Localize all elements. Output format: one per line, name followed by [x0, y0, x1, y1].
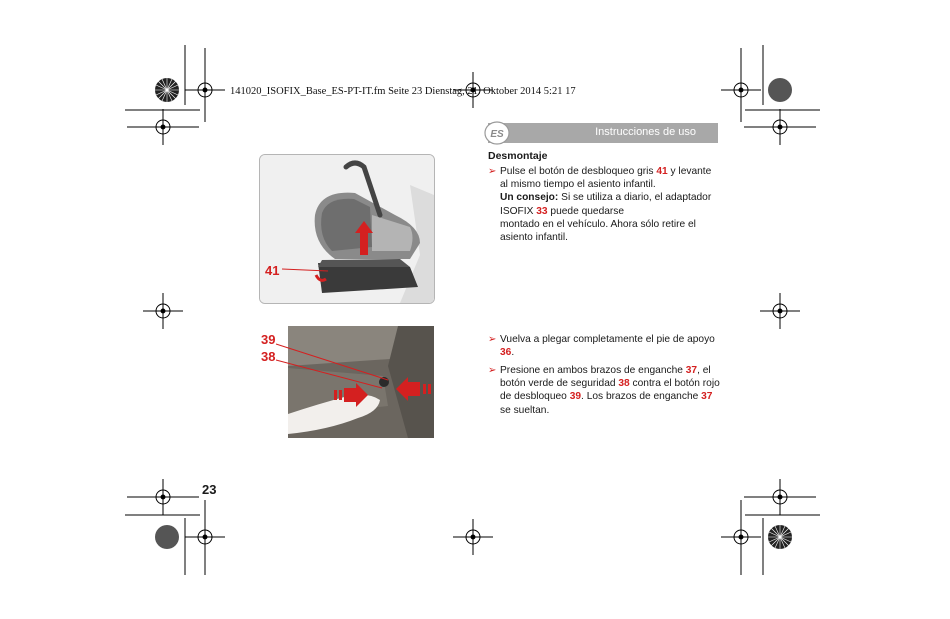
starburst-top-right — [768, 78, 792, 102]
arrow-bullet-icon: ➢ — [488, 334, 497, 345]
starburst-bottom-right — [768, 525, 792, 549]
callout-41: 41 — [265, 263, 280, 278]
ref-39: 39 — [569, 391, 582, 403]
crop-mark-bottom-left — [185, 500, 225, 575]
ref-36: 36 — [500, 347, 512, 359]
tip-label: Un consejo: — [500, 192, 559, 204]
step-1: ➢ Pulse el botón de desbloqueo gris 41 y levante al mismo tiempo el asiento infantil. Un consejo: Si se utiliza a diario, el adaptador ISOFIX 33 puede quedarse montado en el vehículo. Ahora sólo retire el asiento infantil. — [488, 166, 712, 244]
section-header-bar — [488, 123, 718, 143]
starburst-bottom-left — [155, 525, 179, 549]
ref-38: 38 — [618, 378, 630, 390]
arrow-bullet-icon: ➢ — [488, 166, 497, 177]
ref-37b: 37 — [701, 391, 713, 403]
ref-37: 37 — [685, 365, 698, 376]
callout-leader-lines — [270, 340, 410, 400]
arrow-bullet-icon: ➢ — [488, 365, 497, 376]
crop-mark-right-mid — [760, 293, 800, 329]
callout-38: 38 — [261, 349, 276, 364]
starburst-top-left — [155, 78, 179, 102]
language-tab-badge — [484, 121, 510, 145]
header-title: Instrucciones de uso — [595, 126, 696, 138]
carrier-illustration — [260, 155, 434, 303]
crop-mark-bottom-mid — [453, 519, 493, 555]
ref-33: 33 — [536, 205, 548, 217]
crop-mark-top-right — [721, 48, 761, 122]
figure-carrier-removal — [259, 154, 435, 304]
crop-mark-top-left — [185, 48, 225, 122]
ref-41: 41 — [656, 166, 668, 177]
step-3: ➢ Presione en ambos brazos de enganche 37, el botón verde de seguridad 38 contra el botón rojo de desbloqueo 39. Los brazos de enganche 37 se sueltan. — [488, 365, 720, 416]
crop-mark-bottom-right — [721, 500, 761, 575]
step-2: ➢ Vuelva a plegar completamente el pie de apoyo 36. — [488, 334, 715, 359]
section-title-desmontaje: Desmontaje — [488, 150, 548, 162]
crop-mark-right-upper — [744, 109, 816, 145]
print-slug-line: 141020_ISOFIX_Base_ES-PT-IT.fm Seite 23 Dienstag, 21. Oktober 2014 5:21 17 — [230, 86, 576, 97]
crop-mark-left-lower — [127, 479, 199, 515]
crop-mark-left-mid — [143, 293, 183, 329]
callout-39: 39 — [261, 332, 276, 347]
language-tab-label: ES — [490, 129, 504, 140]
page-number: 23 — [202, 482, 217, 497]
crop-mark-right-lower — [744, 479, 816, 515]
crop-mark-left-upper — [127, 109, 199, 145]
